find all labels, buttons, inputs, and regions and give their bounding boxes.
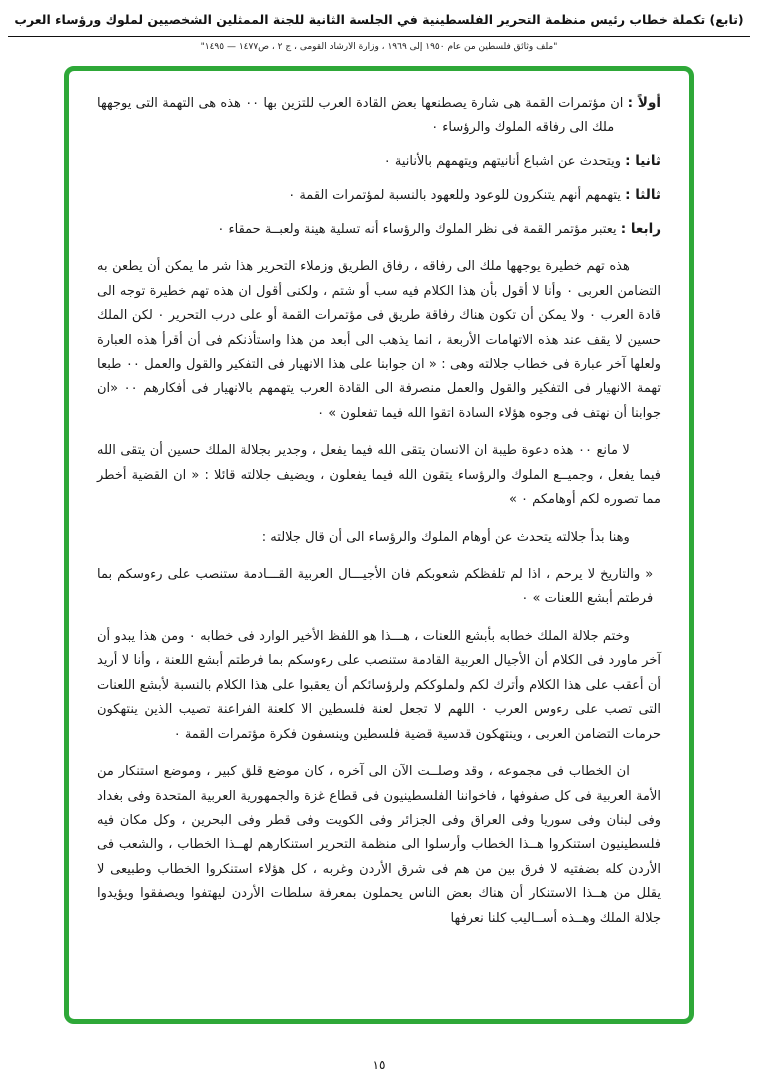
item-label: ثالثا : (625, 187, 661, 204)
item-text: يعتبر مؤتمر القمة فى نظر الملوك والرؤساء أنه تسلية هينة ولعبــة حمقاء ٠ (217, 222, 617, 238)
list-item-fourth (97, 217, 661, 242)
body-paragraph: وهنا بدأ جلالته يتحدث عن أوهام الملوك والرؤساء الى أن قال جلالته : (261, 529, 630, 545)
document-source-citation: "ملف وثائق فلسطين من عام ١٩٥٠ إلى ١٩٦٩ ، وزارة الارشاد القومى ، ج ٢ ، ص١٤٧٧ — ١٤٩٥" (200, 42, 558, 52)
document-header (0, 0, 758, 52)
body-paragraph: وختم جلالة الملك خطابه بأبشع اللعنات ، هـــذا هو اللفظ الأخير الوارد فى خطابه ٠ ومن هذا يبدو أن آخر ماورد فى الكلام أن الأجيال العربية القادمة ستنصب على رءوسكم بما فرطتم أبشع اللعنة ، وأنا لا أريد أن أعقب على هذا الكلام وأترك لكم ولملوككم ولرؤسائكم أن يعقبوا على هذا الكلام بالنسبة لأبشع اللعنات التى تصب على رءوس العرب ٠ اللهم لا تجعل لعنة فلسطين الا كلعنة الفراعنة تصيب الذين ينتهكون حرمات التضامن العربى ، وينتهكون قدسية قضية فلسطين وينسفون فكرة مؤتمرات القمة ٠ (97, 628, 661, 742)
content-border-box (64, 66, 694, 1024)
list-item-third (97, 183, 661, 208)
page-footer (0, 1058, 758, 1072)
body-paragraph-quote: « والتاريخ لا يرحم ، اذا لم تلفظكم شعوبكم فان الأجيـــال العربية القـــادمة ستنصب على رءوسكم بما فرطتم أبشع اللعنات » ٠ (97, 567, 654, 607)
header-divider (8, 36, 750, 37)
item-text: يتهمهم أنهم يتنكرون للوعود وللعهود بالنسبة لمؤتمرات القمة ٠ (288, 188, 621, 204)
item-label: أولاً : (627, 95, 661, 111)
page-number: ١٥ (372, 1058, 386, 1072)
item-label: رابعا : (620, 221, 661, 238)
body-paragraph: لا مانع ٠٠ هذه دعوة طيبة ان الانسان يتقى الله فيما يفعل ، وجدير بجلالة الملك حسين أن يتقى الله فيما يفعل ، وجميــع الملوك والرؤساء يتقون الله فيما يفعلون ، ويضيف جلالته قائلا : « ان القضية أخطر مما تصوره لكم أوهامكم ٠ » (97, 443, 661, 508)
body-paragraph: هذه تهم خطيرة يوجهها ملك الى رفاقه ، رفاق الطريق وزملاء التحرير هذا شر ما يمكن أن يطعن به التضامن العربى ٠ وأنا لا أقول بأن هذا الكلام فيه سب أو شتم ، ولكنى أقول ان هذه تهم خطيرة توجه الى قادة العرب ٠ ولا يمكن أن تكون هناك رفاقة طريق فى مؤتمرات القمة أو على درب التحرير ٠ لكن الملك حسين لا يقف عند هذه الاتهامات الأربعة ، انما يذهب الى أبعد من هذا واستأذنكم فى أن أقرأ هذه العبارة ولعلها آخر عبارة فى خطاب جلالته وهى : « ان جوابنا على هذا الانهيار فى التفكير والقول والعمل ٠٠ طبعا تهمة الانهيار فى التفكير والقول والعمل منصرفة الى القادة العرب يتهمهم بالانهيار فى أفكارهم ٠٠ «ان جوابنا أن نهتف فى وجوه هؤلاء السادة اتقوا الله فيما تفعلون » ٠ (97, 259, 662, 421)
item-text: ويتحدث عن اشباع أنانيتهم ويتهمهم بالأنانية ٠ (383, 154, 621, 170)
list-item-second (97, 149, 661, 174)
document-title: (تابع) تكملة خطاب رئيس منظمة التحرير الفلسطينية في الجلسة الثانية للجنة الممثلين الشخصيين لملوك ورؤساء العرب (14, 12, 744, 27)
body-paragraph: ان الخطاب فى مجموعه ، وقد وصلــت الآن الى آخره ، كان موضع قلق كبير ، وموضع استنكار من الأمة العربية فى كل صفوفها ، فاخواننا الفلسطينيون فى قطاع غزة والجمهورية العربية المتحدة وفى بغداد وفى لبنان وفى سوريا وفى العراق وفى الجزائر وفى الكويت وفى قطر وفى البحرين ، وكل مكان فيه فلسطينيون استنكروا هــذا الخطاب وأرسلوا الى منظمة التحرير استنكارهم لهــذا الخطاب ، والشعب فى الأردن كله بضفتيه لا فرق بين من هم فى شرق الأردن وغربه ، كل هؤلاء استنكروا الخطاب وطبيعى لا يقلل من هــذا الاستنكار أن هناك بعض الناس يحملون بمعرفة سلطات الأردن ليهتفوا ويصفقوا ويؤيدوا جلالة الملك وهــذه أســاليب كلنا نعرفها (97, 764, 661, 926)
list-item-first (97, 91, 661, 140)
item-text: ان مؤتمرات القمة هى شارة يصطنعها بعض القادة العرب للتزين بها ٠٠ هذه هى التهمة التى يوجهها ملك الى رفاقه الملوك والرؤساء ٠ (97, 96, 624, 136)
item-label: ثانيا : (625, 153, 661, 170)
